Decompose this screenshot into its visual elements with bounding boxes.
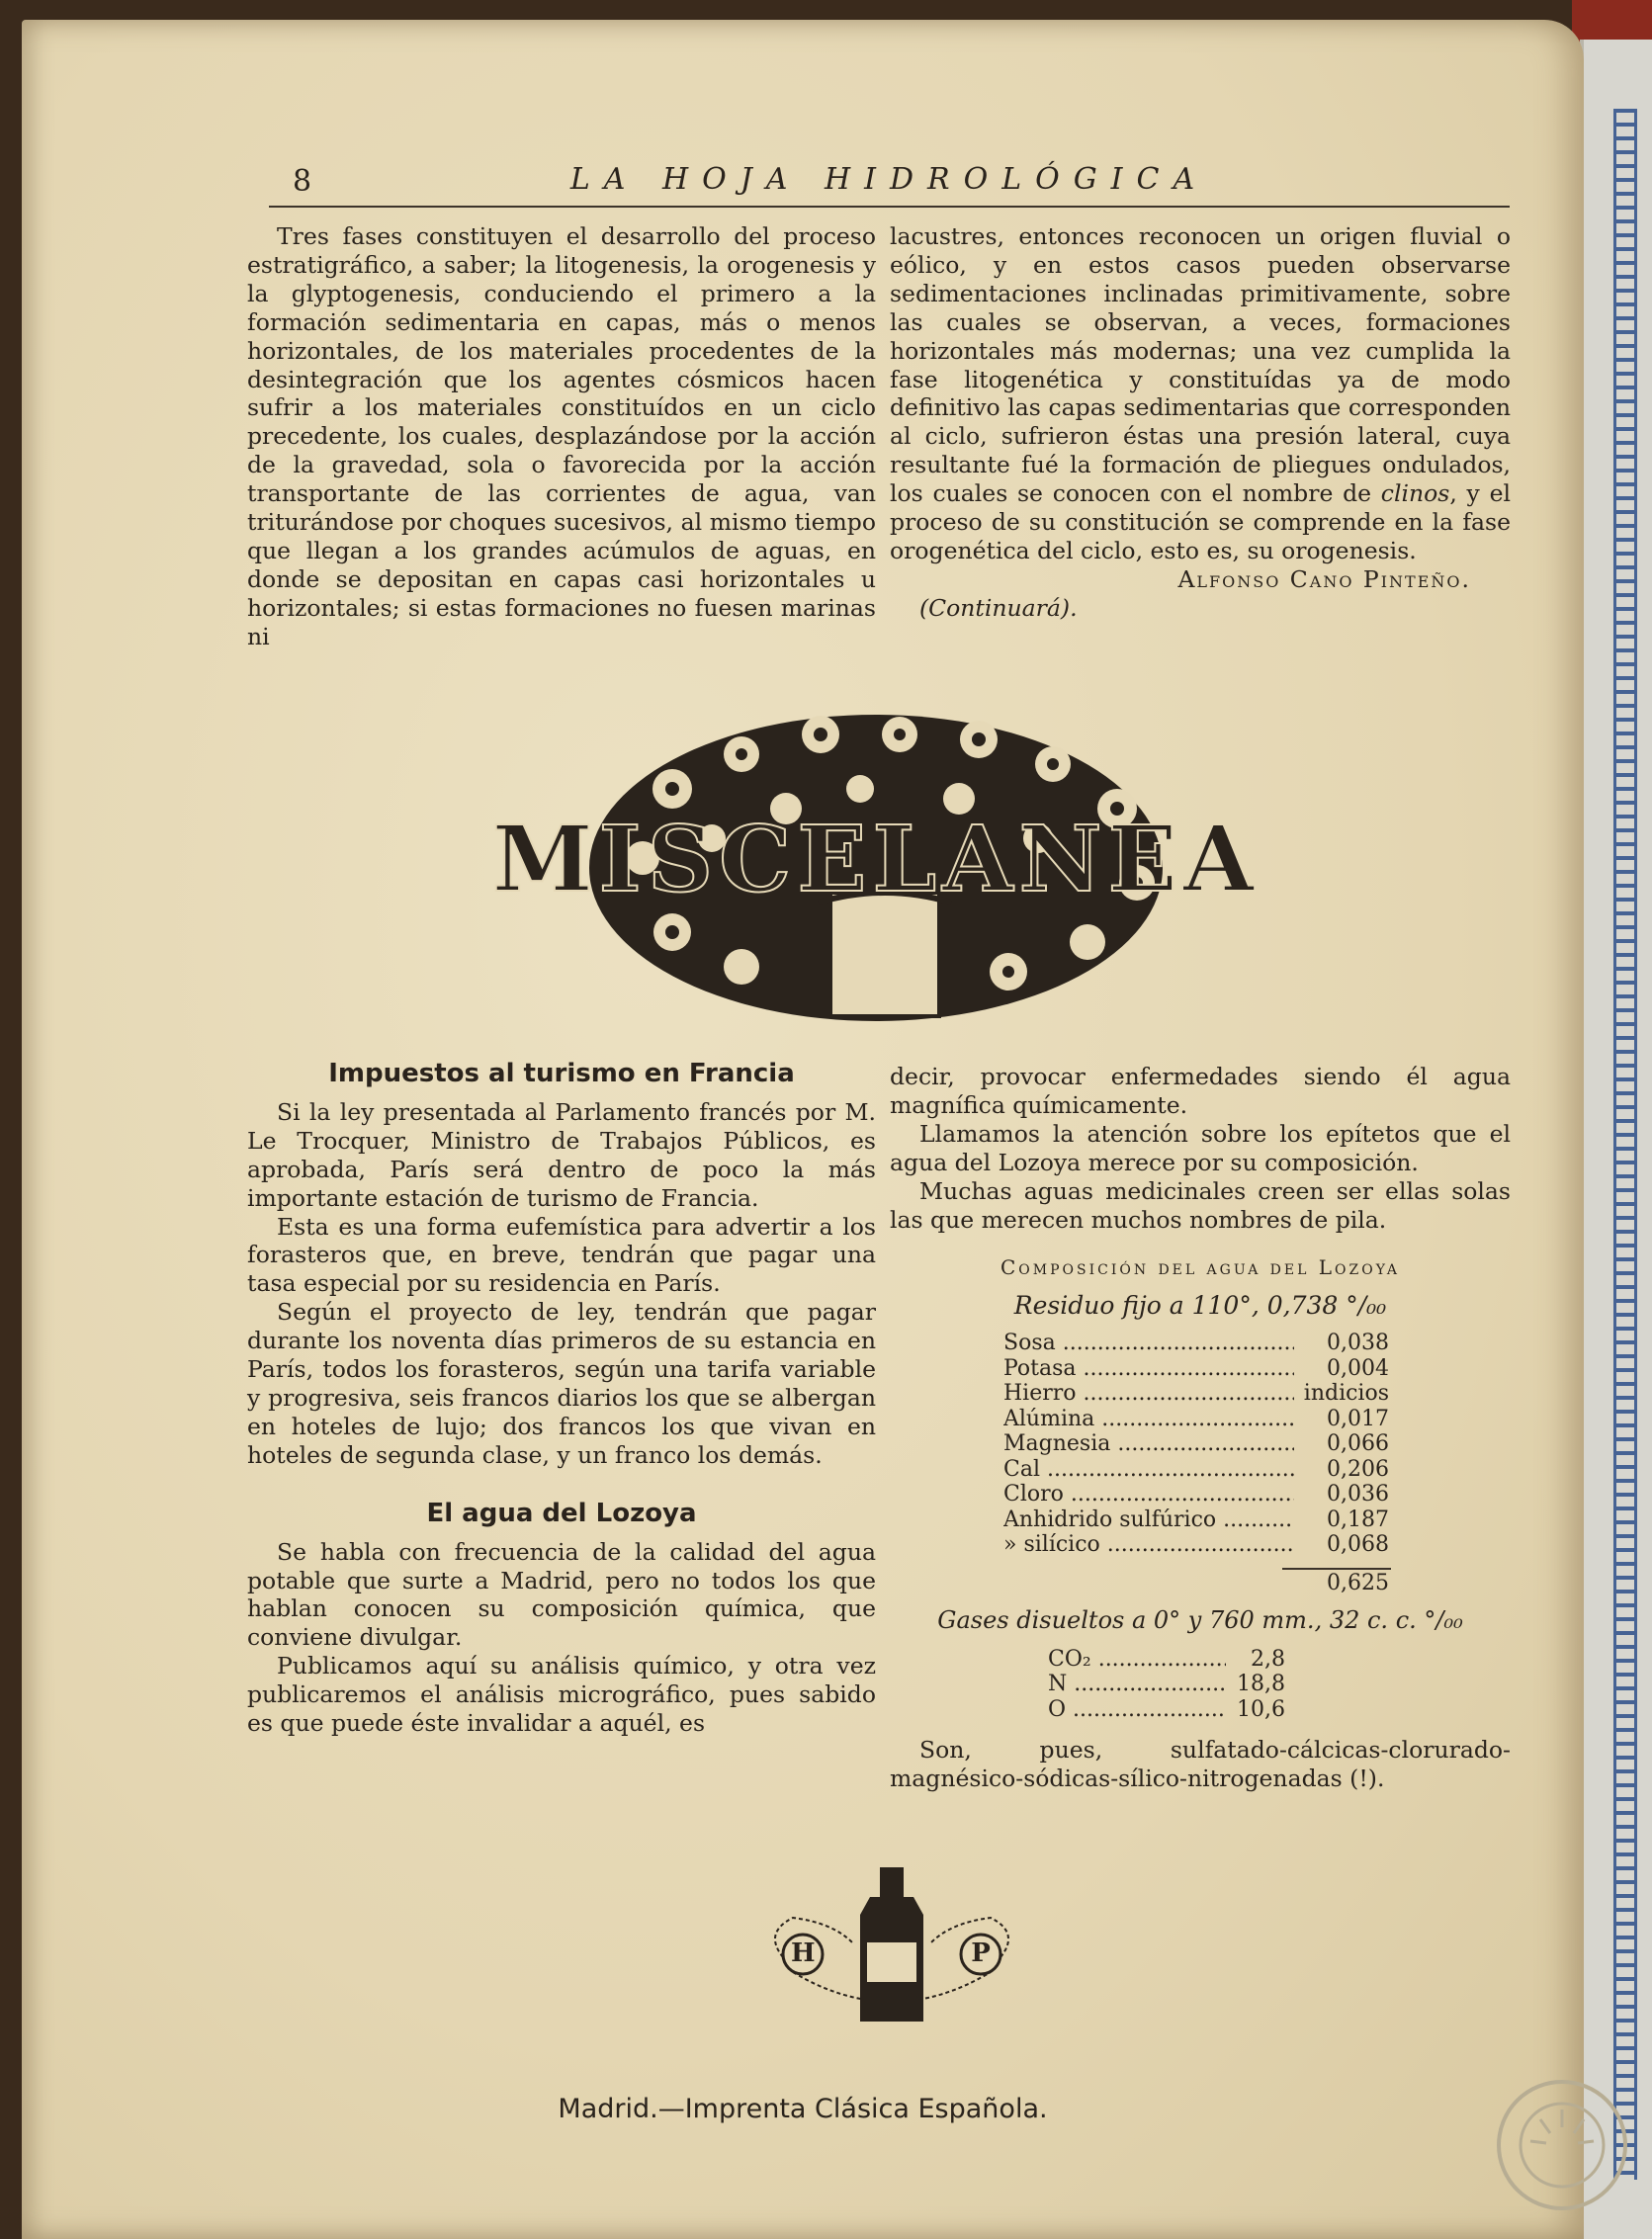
gas-value: 10,6 [1237,1696,1285,1722]
composition-value: 0,004 [1327,1355,1389,1381]
composition-label: Anhidrido sulfúrico ..... [1003,1507,1294,1533]
composition-row [1003,1407,1389,1432]
article2-paragraph-2: Publicamos aquí su análisis químico, y otra vez publicaremos el análisis micrográfico, pues sabido es que puede éste invalidar a aquél, es [247,1652,876,1738]
gas-value: 2,8 [1251,1646,1285,1672]
article2-paragraph-4: Muchas aguas medicinales creen ser ellas solas las que merecen muchos nombres de pila. [890,1176,1511,1234]
composition-row [1003,1482,1389,1507]
lower-right-column [890,1063,1511,1793]
gas-row [1048,1697,1285,1723]
gas-table [890,1647,1511,1723]
imprint: Madrid.—Imprenta Clásica Española. [558,2094,1048,2124]
composition-row [1003,1507,1389,1533]
composition-value: 0,187 [1327,1507,1389,1532]
composition-row [1003,1381,1389,1407]
composition-value: 0,036 [1327,1482,1389,1507]
article2-conclusion: Son, pues, sulfatado-cálcicas-clorurado-magnésico-sódicas-sílico-nitrogenadas (!). [890,1736,1511,1792]
article1-paragraph-2: Esta es una forma eufemística para advertir a los forasteros que, en breve, tendrán que pagar una tasa especial por su residencia en París. [247,1212,876,1298]
composition-value: 0,038 [1327,1331,1389,1356]
book-cover-edge [1572,0,1652,43]
page-number: 8 [293,164,312,199]
bottle-emblem [753,1863,1030,2041]
composition-value: 0,206 [1327,1456,1389,1482]
composition-row [1003,1431,1389,1457]
article-continuation-left [247,222,876,651]
binding-pattern [1613,109,1637,2180]
article-continuation-right [890,222,1511,623]
composition-label: Alúmina ..... [1003,1407,1294,1432]
book-binding [1580,40,1652,2239]
composition-total: 0,625 [1327,1570,1389,1595]
composition-value: 0,066 [1327,1431,1389,1457]
gas-row [1048,1647,1285,1673]
composition-label: Potasa ..... [1003,1356,1294,1382]
composition-value: 0,017 [1327,1406,1389,1431]
banner-title: MISCELANEA [491,806,1261,912]
composition-row [1003,1356,1389,1382]
gas-value: 18,8 [1237,1672,1285,1697]
composition-row [1003,1331,1389,1356]
composition-label: Hierro ..... [1003,1381,1294,1407]
composition-row [1003,1457,1389,1483]
composition-label: Magnesia ..... [1003,1431,1294,1457]
emblem-letter-h: H [791,1938,816,1968]
composition-value: 0,068 [1327,1532,1389,1558]
journal-title: LA HOJA HIDROLÓGICA [569,162,1209,197]
residuo-line: Residuo fijo a 110°, 0,738 °/₀₀ [1013,1291,1387,1321]
running-head [269,158,1510,208]
article-title-impuestos: Impuestos al turismo en Francia [328,1059,795,1088]
article2-paragraph-3: Llamamos la atención sobre los epítetos que el agua del Lozoya merece por su composición. [890,1119,1511,1176]
composition-table [890,1331,1511,1558]
gas-row [1048,1672,1285,1697]
gas-label: O ..... [1048,1697,1226,1723]
gas-label: N ..... [1048,1672,1226,1697]
author-signature: Alfonso Cano Pinteño. [1177,564,1471,593]
article2-continuation: decir, provocar enfermedades siendo él agua magnífica químicamente. [890,1063,1511,1119]
continued-note: (Continuará). [919,593,1078,622]
miscelanea-banner [445,700,1307,1036]
gas-label: CO₂ ..... [1048,1647,1226,1673]
article-title-lozoya: El agua del Lozoya [426,1498,697,1528]
continuation-paragraph-right: lacustres, entonces reconocen un origen fluvial o eólico, y en estos casos pueden observarse sedimentaciones inclinadas primitivamente, sobre las cuales se observan, a veces, formaciones horizontales más modernas; una vez cumplida la fase litogenética y constituídas ya de modo definitivo las capas sedimentarias que corresponden al ciclo, sufrieron éstas una presión lateral, cuya resultante fué la formación de pliegues ondulados, los cuales se conocen con el nombre de clinos, y el proceso de su constitución se comprende en la fase orogenética del ciclo, esto es, su orogenesis. [890,222,1511,564]
gases-line: Gases disueltos a 0° y 760 mm., 32 c. c. °/₀₀ [937,1605,1463,1634]
composition-label: Sosa ..... [1003,1331,1294,1356]
composition-row [1003,1532,1389,1558]
emblem-letter-p: P [971,1938,991,1968]
composition-label: Cloro ..... [1003,1482,1294,1507]
composition-table-title: Composición del agua del Lozoya [1000,1255,1401,1280]
composition-value: indicios [1303,1381,1389,1407]
article1-paragraph-3: Según el proyecto de ley, tendrán que pagar durante los noventa días primeros de su estancia en París, todos los forasteros, según una tarifa variable y progresiva, seis francos diarios los que se albergan en hoteles de lujo; dos francos los que vivan en hoteles de segunda clase, y un franco los demás. [247,1298,876,1469]
article2-paragraph-1: Se habla con frecuencia de la calidad del agua potable que surte a Madrid, pero no todos los que hablan conocen su composición química, que conviene divulgar. [247,1537,876,1652]
article1-paragraph-1: Si la ley presentada al Parlamento francés por M. Le Trocquer, Ministro de Trabajos Públicos, es aprobada, París será dentro de poco la más importante estación de turismo de Francia. [247,1097,876,1212]
composition-label: Cal ..... [1003,1457,1294,1483]
lower-left-column [247,1060,876,1738]
composition-label: » silícico ..... [1003,1532,1294,1558]
page [22,20,1584,2239]
library-seal [1493,2076,1631,2214]
continuation-paragraph: Tres fases constituyen el desarrollo del proceso estratigráfico, a saber; la litogenesis, la orogenesis y la glyptogenesis, conduciendo el primero a la formación sedimentaria en capas, más o menos horizontales, de los materiales procedentes de la desintegración que los agentes cósmicos hacen sufrir a los materiales constituídos en un ciclo precedente, los cuales, desplazándose por la acción de la gravedad, sola o favorecida por la acción transportante de las corrientes de agua, van triturándose por choques sucesivos, al mismo tiempo que llegan a los grandes acúmulos de aguas, en donde se depositan en capas casi horizontales u horizontales; si estas formaciones no fuesen marinas ni [247,222,876,650]
